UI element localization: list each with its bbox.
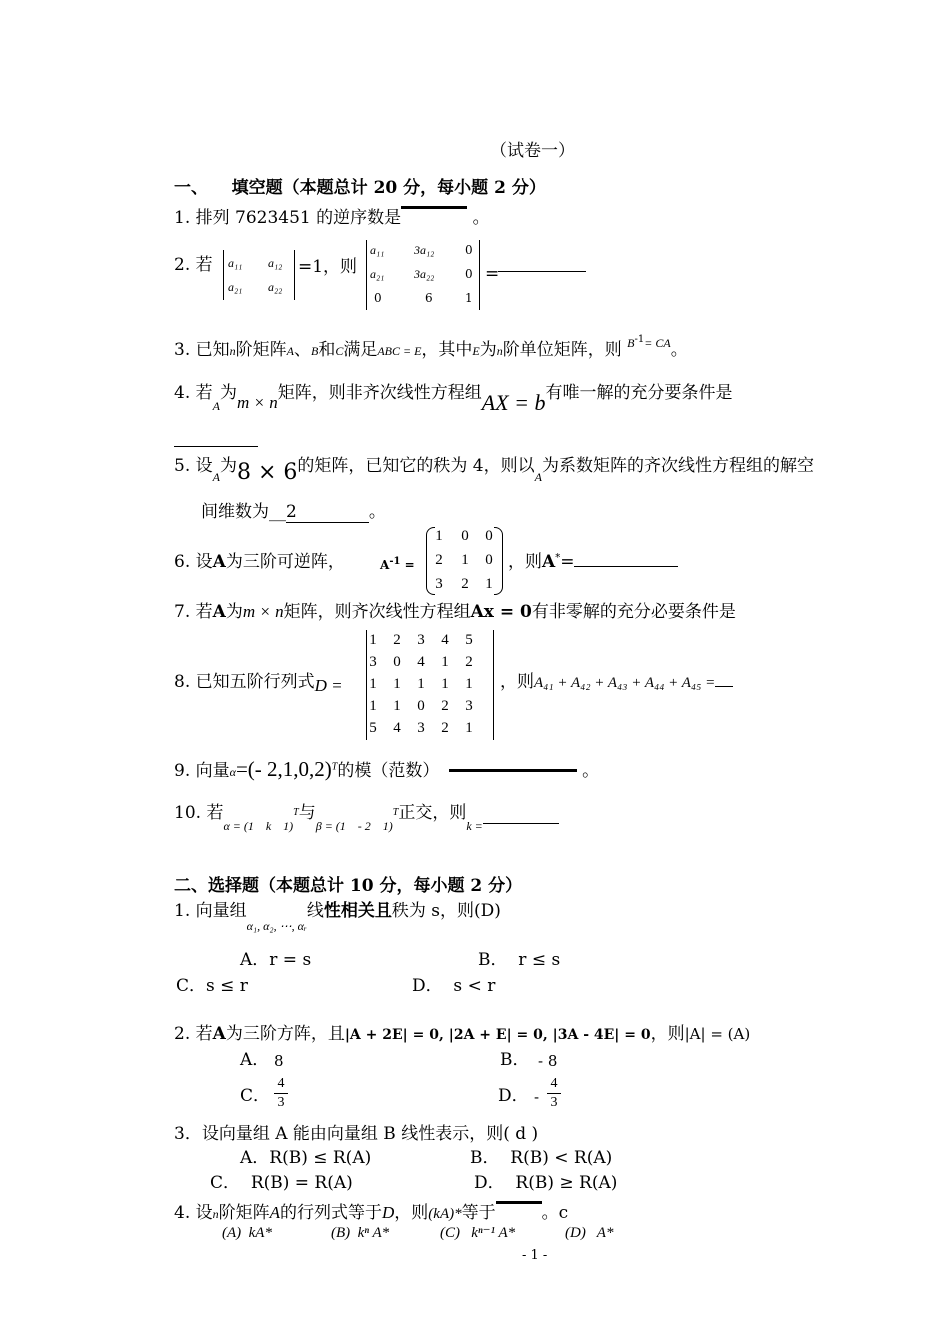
q7-ax0: Ax = 0 xyxy=(470,602,532,622)
paper-header: （试卷一） xyxy=(490,141,575,161)
question-1-5-line2 xyxy=(201,502,386,522)
choice-question-3: 3．设向量组 A 能由向量组 B 线性表示，则( d ) xyxy=(174,1124,539,1144)
c4-text: ，则 xyxy=(394,1203,429,1223)
q10-text: 正交，则 xyxy=(398,803,467,823)
answer-blank xyxy=(483,809,559,824)
q6-astar: A xyxy=(542,552,556,572)
question-1-6 xyxy=(174,552,345,572)
det5-cell: 1 xyxy=(369,698,377,714)
c1-vecs: α₁, α₂, ⋯, αᵣ xyxy=(246,919,307,933)
q5-end: 。 xyxy=(368,502,386,522)
q3-text: 阶单位矩阵，则 xyxy=(502,340,622,360)
c2-option-b: - 8 xyxy=(538,1052,558,1070)
det5-cell: 1 xyxy=(465,720,473,736)
det3-cell: 0 xyxy=(374,291,382,305)
det3-cell: 3a₁₂ xyxy=(414,243,435,257)
c1-option-b: B． r ≤ s xyxy=(478,950,561,970)
c4-option-c: (C) kⁿ⁻¹ A* xyxy=(440,1225,516,1241)
page-number: - 1 - xyxy=(522,1248,548,1263)
det5-cell: 4 xyxy=(441,632,449,648)
question-1-8 xyxy=(174,672,343,695)
q3-A: A xyxy=(286,344,294,358)
q5-size: 8 × 6 xyxy=(236,460,298,485)
q6-ainv: $A^{-1}$ = xyxy=(380,556,415,572)
q3-binv-sup: -1 xyxy=(634,334,645,346)
q3-text: 阶矩阵 xyxy=(235,340,287,360)
question-1-2-eq2: = xyxy=(485,264,500,284)
c3-option-a: A．R(B) ≤ R(A) xyxy=(240,1148,372,1168)
c2-option-a: 8 xyxy=(274,1052,284,1070)
c2-cond: |A + 2E| = 0, |2A + E| = 0, |3A - 4E| = 0 xyxy=(344,1027,651,1043)
det5-cell: 3 xyxy=(465,698,473,714)
q3-text: ，其中 xyxy=(421,340,473,360)
matrix-cell: 1 xyxy=(485,576,493,592)
q10-text: 10. 若 xyxy=(174,803,224,823)
det2-cell: a₂₂ xyxy=(268,280,283,294)
c1-text: 性相关且 xyxy=(323,901,392,921)
det5-cell: 1 xyxy=(393,698,401,714)
c4-D: D xyxy=(382,1203,395,1222)
matrix-cell: 1 xyxy=(461,552,469,568)
q7-text: 7. 若 xyxy=(174,602,213,622)
det3-cell: 1 xyxy=(465,291,473,305)
q3-C: C xyxy=(335,344,344,358)
c4-text: 的行列式等于 xyxy=(280,1203,383,1223)
c1-text: 线 xyxy=(306,901,324,921)
q5-text: 为系数矩阵的齐次线性方程组的解空 xyxy=(541,456,814,476)
det5-cell: 2 xyxy=(441,720,449,736)
q6-text: 6. 设 xyxy=(174,552,213,572)
c2-ans: |A| = (A) xyxy=(684,1025,751,1043)
matrix-cell: 3 xyxy=(435,576,443,592)
answer-blank xyxy=(449,766,577,772)
q3-B: B xyxy=(310,344,319,358)
det5-cell: 4 xyxy=(417,654,425,670)
c2-option-d-sign: - xyxy=(534,1088,540,1106)
q4-axb: AX = b xyxy=(481,390,546,415)
c3-option-d: D． R(B) ≥ R(A) xyxy=(474,1173,618,1193)
answer-blank xyxy=(715,672,733,687)
c2-text: ，则 xyxy=(650,1024,685,1044)
q3-text: 为 xyxy=(479,340,497,360)
c2-text: 为三阶方阵，且 xyxy=(225,1024,345,1044)
matrix-cell: 0 xyxy=(461,528,469,544)
c2-option-c-fraction: 4 3 xyxy=(274,1076,288,1111)
q4-text: 为 xyxy=(219,383,237,403)
q5-text: 间维数为__ xyxy=(201,502,286,522)
q5-A: A xyxy=(212,470,220,484)
q3-abc: ABC = E xyxy=(377,344,422,358)
c4-option-d: (D) A* xyxy=(565,1225,614,1241)
matrix-cell: 0 xyxy=(485,552,493,568)
det3-cell: 0 xyxy=(465,267,473,281)
q10-T: T xyxy=(392,807,399,819)
det5-cell: 4 xyxy=(393,720,401,736)
q4-text: 有唯一解的充分要条件是 xyxy=(545,383,733,403)
question-1-2-eq1: =1，则 xyxy=(298,257,358,277)
q10-text: 与 xyxy=(298,803,316,823)
q9-T: T xyxy=(331,761,338,773)
answer-blank xyxy=(574,552,678,567)
det5-cell: 1 xyxy=(393,676,401,692)
q10-alpha: α = (1 k 1) xyxy=(223,819,294,833)
det5-cell: 1 xyxy=(465,676,473,692)
det3-cell: 3a₂₂ xyxy=(414,267,435,281)
q9-end: 。 xyxy=(582,761,600,781)
det5-cell: 2 xyxy=(441,698,449,714)
q3-eqca: = CA xyxy=(644,336,671,350)
det2-cell: a₁₁ xyxy=(228,256,243,270)
c1-option-c: C．s ≤ r xyxy=(176,976,248,996)
c4-option-a: (A) kA* xyxy=(222,1225,272,1241)
q9-vec: =(- 2,1,0,2) xyxy=(235,757,332,781)
choice-question-2 xyxy=(174,1024,750,1044)
q3-E: E xyxy=(472,344,480,358)
det5-cell: 3 xyxy=(417,720,425,736)
question-1-9 xyxy=(174,757,599,782)
q3-binv: B xyxy=(627,336,635,350)
q4-mn: m × n xyxy=(236,393,278,412)
q9-text: 的模（范数） xyxy=(337,761,440,781)
c2-option-d-fraction: 4 3 xyxy=(547,1076,561,1111)
answer-blank xyxy=(174,432,258,447)
q3-n: n xyxy=(496,344,503,358)
q10-T: T xyxy=(293,807,299,819)
det5-cell: 5 xyxy=(369,720,377,736)
c4-text: 。c xyxy=(541,1203,569,1223)
det2-cell: a₁₂ xyxy=(268,256,283,270)
answer-blank xyxy=(496,1198,542,1204)
c1-option-a: A．r = s xyxy=(240,950,312,970)
c4-n: n xyxy=(212,1207,219,1221)
c3-option-b: B． R(B) < R(A) xyxy=(470,1148,613,1168)
q8-text: 8. 已知五阶行列式 xyxy=(174,672,315,692)
question-1-3 xyxy=(174,334,688,360)
c4-text: 阶矩阵 xyxy=(218,1203,270,1223)
det5-cell: 1 xyxy=(441,676,449,692)
q8-text: ，则 xyxy=(500,672,534,692)
choice-question-4 xyxy=(174,1198,568,1223)
q5-text: 为 xyxy=(219,456,237,476)
q5-answer: 2 xyxy=(286,502,369,523)
det5-cell: 2 xyxy=(465,654,473,670)
q4-text: 矩阵，则非齐次线性方程组 xyxy=(277,383,482,403)
det5-cell: 1 xyxy=(417,676,425,692)
q4-A: A xyxy=(212,399,220,413)
det3-cell: a₂₁ xyxy=(370,267,385,281)
question-1-5 xyxy=(174,452,814,485)
c2-text: 2. 若 xyxy=(174,1024,213,1044)
c1-option-d: D． s < r xyxy=(412,976,496,996)
q1-end: 。 xyxy=(472,208,490,228)
q8-sum: A₄₁ + A₄₂ + A₄₃ + A₄₄ + A₄₅ = xyxy=(534,675,716,691)
det5-cell: 0 xyxy=(417,698,425,714)
q3-text: 和 xyxy=(318,340,336,360)
q5-text: 的矩阵，已知它的秩为 4，则以 xyxy=(297,456,535,476)
q10-k: k = xyxy=(466,819,483,833)
c2-option-a-label: A． xyxy=(240,1050,270,1070)
c2-option-d-label: D． xyxy=(498,1086,529,1106)
question-1-8-tail xyxy=(500,672,733,692)
q3-text: 满足 xyxy=(343,340,378,360)
q3-n: n xyxy=(229,344,236,358)
c4-kA: (kA)* xyxy=(428,1206,462,1222)
q3-text: 3. 已知 xyxy=(174,340,230,360)
det3-cell: 6 xyxy=(425,291,433,305)
q5-A: A xyxy=(534,470,542,484)
q9-text: 9. 向量 xyxy=(174,761,230,781)
c1-text: 秩为 s，则(D) xyxy=(391,901,501,921)
det5-cell: 0 xyxy=(393,654,401,670)
det5-cell: 3 xyxy=(417,632,425,648)
section-2-title: 二、选择题（本题总计 10 分，每小题 2 分） xyxy=(174,876,523,896)
c4-A: A xyxy=(269,1203,281,1222)
q9-alpha: α xyxy=(229,765,236,779)
c2-A: A xyxy=(212,1024,226,1044)
c4-text: 等于 xyxy=(461,1203,496,1223)
answer-blank xyxy=(401,203,467,209)
section-1-title: 一、 填空题（本题总计 20 分，每小题 2 分） xyxy=(174,178,546,198)
q10-beta: β = (1 - 2 1) xyxy=(315,819,393,833)
c2-option-c-label: C． xyxy=(240,1086,271,1106)
q3-sep: 、 xyxy=(293,340,311,360)
det5-cell: 2 xyxy=(393,632,401,648)
question-1-1 xyxy=(174,203,490,228)
det5-cell: 1 xyxy=(369,632,377,648)
question-1-2-prefix: 2. 若 xyxy=(174,255,213,275)
q3-end: 。 xyxy=(670,340,688,360)
det5-cell: 1 xyxy=(369,676,377,692)
det5-cell: 5 xyxy=(465,632,473,648)
q7-mn: m × n xyxy=(242,602,284,621)
q1-text: 1. 排列 7623451 的逆序数是 xyxy=(174,208,402,228)
c1-text: 1. 向量组 xyxy=(174,901,247,921)
q7-text: 矩阵，则齐次线性方程组 xyxy=(283,602,471,622)
q5-text: 5. 设 xyxy=(174,456,213,476)
matrix-cell: 2 xyxy=(461,576,469,592)
det3-cell: a₁₁ xyxy=(370,243,385,257)
c3-option-c: C． R(B) = R(A) xyxy=(210,1173,353,1193)
c4-option-b: (B) kⁿ A* xyxy=(331,1225,390,1241)
q6-eq: = xyxy=(560,552,575,572)
q7-text: 为 xyxy=(225,602,243,622)
q6-astar-sup: * xyxy=(555,552,561,564)
question-1-4 xyxy=(174,378,733,415)
det5-cell: 1 xyxy=(441,654,449,670)
question-1-6-tail xyxy=(508,552,678,572)
det2-cell: a₂₁ xyxy=(228,280,243,294)
q6-text: ，则 xyxy=(508,552,542,572)
answer-blank xyxy=(498,257,586,272)
det3-cell: 0 xyxy=(465,243,473,257)
matrix-cell: 0 xyxy=(485,528,493,544)
q8-D: D = xyxy=(314,676,343,695)
q6-text: 为三阶可逆阵， xyxy=(225,552,345,572)
question-1-7 xyxy=(174,602,736,622)
c4-text: 4. 设 xyxy=(174,1203,213,1223)
q4-text: 4. 若 xyxy=(174,383,213,403)
det5-cell: 3 xyxy=(369,654,377,670)
matrix-cell: 1 xyxy=(435,528,443,544)
q7-A: A xyxy=(212,602,226,622)
q7-text: 有非零解的充分必要条件是 xyxy=(531,602,736,622)
matrix-cell: 2 xyxy=(435,552,443,568)
q6-A: A xyxy=(212,552,226,572)
c2-option-b-label: B． xyxy=(500,1050,530,1070)
